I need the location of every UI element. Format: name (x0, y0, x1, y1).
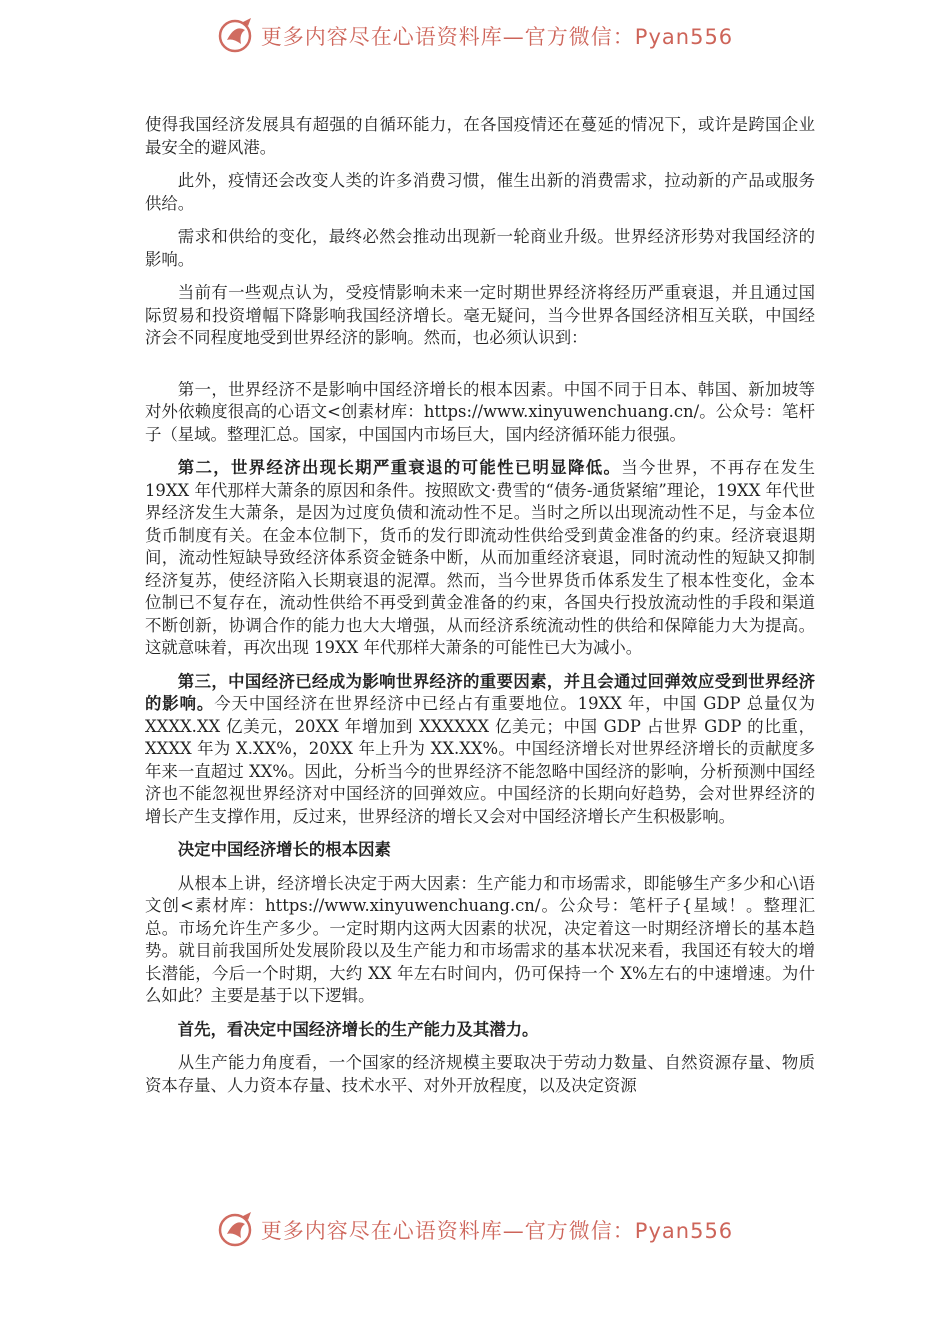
banner-text: 更多内容尽在心语资料库—官方微信：Pyan556 (260, 25, 734, 49)
paragraph: 从根本上讲，经济增长决定于两大因素：生产能力和市场需求，即能够生产多少和心\语文创<素材库：https://www.xinyuwenchuang.cn/。公众号：笔杆子{星域！。整理汇总。市场允许生产多少。一定时期内这两大因素的状况，决定着这一时期经济增长的基本趋势。就目前我国所处发展阶段以及生产能力和市场需求的基本状况来看，我国还有较大的增长潜能，今后一个时期，大约 XX 年左右时间内，仍可保持一个 X%左右的中速增速。为什么如此？主要是基于以下逻辑。 (145, 873, 815, 1005)
section-heading (145, 839, 815, 862)
logo-icon (217, 16, 257, 56)
section-heading-text: 决定中国经济增长的根本因素 (177, 840, 391, 859)
paragraph-lead: 第三，中国经济已经成为影响世界经济的重要因素，并且会通过回弹效应受到世界经济的影响。 (145, 671, 815, 713)
paragraph: 从生产能力角度看，一个国家的经济规模主要取决于劳动力数量、自然资源存量、物质资本存量、人力资本存量、技术水平、对外开放程度，以及决定资源 (145, 1053, 815, 1095)
section-heading-text: 首先，看决定中国经济增长的生产能力及其潜力。 (177, 1019, 539, 1039)
footer-banner (0, 1200, 950, 1260)
paragraph: 需求和供给的变化，最终必然会推动出现新一轮商业升级。世界经济形势对我国经济的影响。 (145, 227, 815, 269)
paragraph: 此外，疫情还会改变人类的许多消费习惯，催生出新的消费需求，拉动新的产品或服务供给。 (145, 171, 815, 213)
document-body (145, 114, 815, 1108)
paragraph: 当前有一些观点认为，受疫情影响未来一定时期世界经济将经历严重衰退，并且通过国际贸易和投资增幅下降影响我国经济增长。毫无疑问，当今世界各国经济相互关联，中国经济会不同程度地受到世界经济的影响。然而，也必须认识到： (145, 283, 815, 347)
paragraph: 第一，世界经济不是影响中国经济增长的根本因素。中国不同于日本、韩国、新加坡等对外依赖度很高的心语文<创素材库：https://www.xinyuwenchuang.cn/。公众号：笔杆子（星域。整理汇总。国家，中国国内市场巨大，国内经济循环能力很强。 (145, 379, 815, 444)
paragraph-lead: 第二，世界经济出现长期严重衰退的可能性已明显降低。 (177, 458, 622, 477)
section-heading (145, 1019, 815, 1042)
logo-icon (217, 1210, 257, 1250)
paragraph-body: 当今世界，不再存在发生 19XX 年代那样大萧条的原因和条件。按照欧文·费雪的“债务-通货紧缩”理论，19XX 年代世界经济发生大萧条，是因为过度负债和流动性不足。当时之所以出现流动性不足，与金本位货币制度有关。在金本位制下，货币的发行即流动性供给受到黄金准备的约束。经济衰退期间，流动性短缺导致经济体系资金链条中断，从而加重经济衰退，同时流动性的短缺又抑制经济复苏，使经济陷入长期衰退的泥潭。然而，当今世界货币体系发生了根本性变化，金本位制已不复存在，流动性供给不再受到黄金准备的约束，各国央行投放流动性的手段和渠道不断创新，协调合作的能力也大大增强，从而经济系统流动性的供给和保障能力大为提高。这就意味着，再次出现 19XX 年代那样大萧条的可能性已大为减小。 (145, 458, 815, 657)
banner-text: 更多内容尽在心语资料库—官方微信：Pyan556 (260, 1219, 734, 1243)
paragraph (145, 457, 815, 660)
paragraph-body: 今天中国经济在世界经济中已经占有重要地位。19XX 年，中国 GDP 总量仅为 XXXX.XX 亿美元，20XX 年增加到 XXXXXX 亿美元；中国 GDP 占世界 GDP 的比重，XXXX 年为 X.XX%，20XX 年上升为 XX.XX%。中国经济增长对世界经济增长的贡献度多年来一直超过 XX%。因此，分析当今的世界经济不能忽略中国经济的影响，分析预测中国经济也不能忽视世界经济对中国经济的回弹效应。中国经济的长期向好趋势，会对世界经济的增长产生支撑作用，反过来，世界经济的增长又会对中国经济增长产生积极影响。 (145, 694, 816, 826)
paragraph (145, 671, 815, 829)
paragraph: 使得我国经济发展具有超强的自循环能力，在各国疫情还在蔓延的情况下，或许是跨国企业最安全的避风港。 (145, 115, 815, 157)
header-banner (0, 6, 950, 66)
